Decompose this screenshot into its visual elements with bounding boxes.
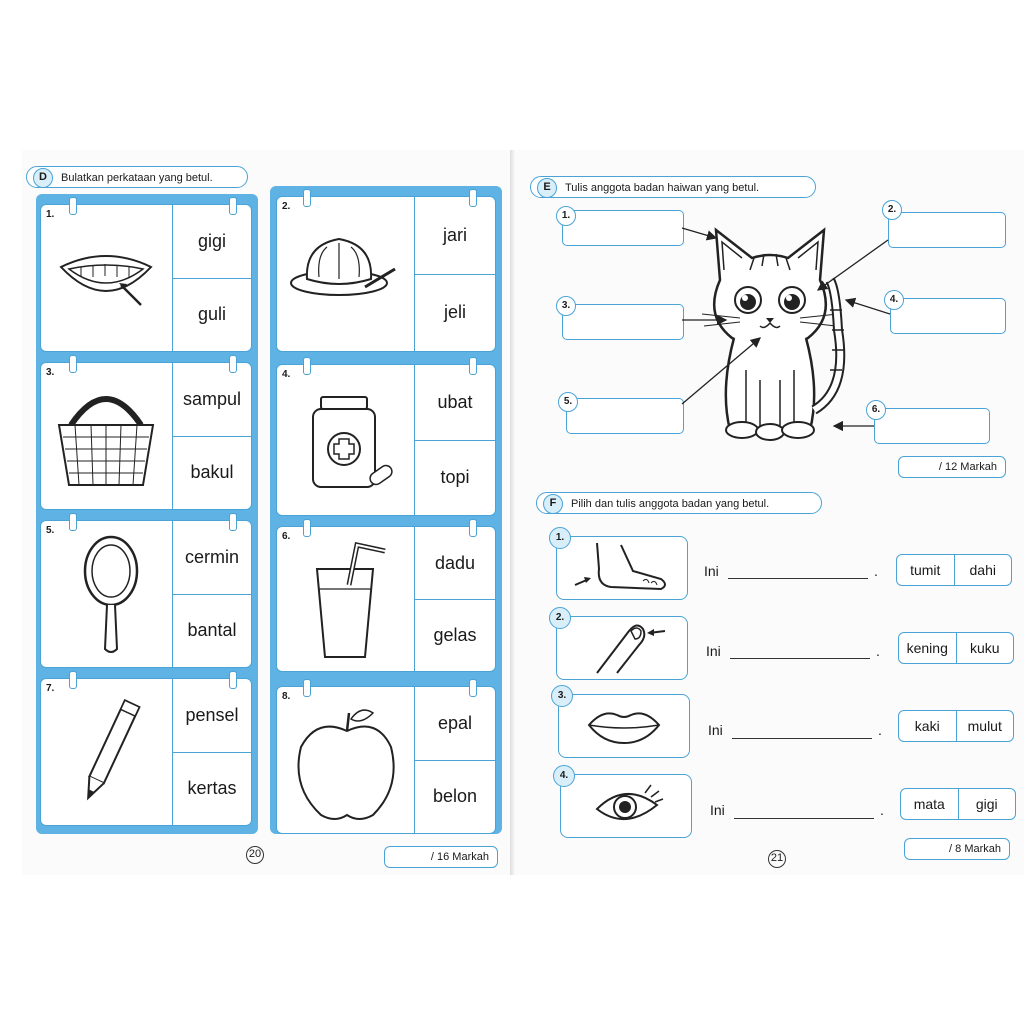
lips-icon	[559, 695, 689, 757]
section-letter: F	[543, 494, 563, 514]
section-f-instruction	[536, 492, 822, 514]
eye-icon	[561, 775, 691, 837]
word-option-1[interactable]: ubat	[414, 365, 495, 441]
word-option-2[interactable]: bantal	[172, 594, 251, 667]
page-number: 21	[768, 850, 786, 868]
page-number: 20	[246, 846, 264, 864]
word-option-2[interactable]: kertas	[172, 752, 251, 825]
word-option-1[interactable]: sampul	[172, 363, 251, 437]
item-number: 2.	[282, 201, 291, 212]
answer-line[interactable]	[732, 738, 872, 739]
choice-option[interactable]: mulut	[967, 718, 1002, 734]
choice-option[interactable]: kaki	[899, 711, 957, 741]
item-number: 1.	[46, 209, 55, 220]
answer-line[interactable]	[734, 818, 874, 819]
sentence-end: .	[876, 643, 880, 659]
ini-label: Ini	[706, 643, 721, 659]
choice-option[interactable]: gigi	[975, 796, 998, 812]
ini-label: Ini	[704, 563, 719, 579]
word-option-2[interactable]: belon	[414, 760, 495, 833]
label-1: 1.	[556, 206, 576, 226]
instruction-text: Pilih dan tulis anggota badan yang betul.	[571, 498, 770, 510]
picture-card-1	[555, 532, 688, 600]
marks-box: / 12 Markah	[898, 456, 1006, 478]
item-number: 6.	[282, 531, 291, 542]
row-number: 1.	[549, 527, 571, 549]
finger-nail-icon	[557, 617, 687, 679]
marks-box: / 8 Markah	[904, 838, 1010, 860]
choice-box	[898, 632, 1014, 664]
word-option-1[interactable]: epal	[414, 687, 495, 761]
choice-box	[896, 554, 1012, 586]
word-option-1[interactable]: cermin	[172, 521, 251, 595]
label-2: 2.	[882, 200, 902, 220]
word-option-2[interactable]: guli	[172, 278, 251, 351]
choice-option[interactable]: kening	[899, 633, 957, 663]
choice-option[interactable]: mata	[901, 789, 959, 819]
word-option-2[interactable]: gelas	[414, 599, 495, 671]
item-number: 3.	[46, 367, 55, 378]
label-6: 6.	[866, 400, 886, 420]
instruction-text: Tulis anggota badan haiwan yang betul.	[565, 182, 760, 194]
word-option-1[interactable]: dadu	[414, 527, 495, 600]
ini-label: Ini	[710, 802, 725, 818]
word-option-2[interactable]: jeli	[414, 274, 495, 351]
choice-option[interactable]: tumit	[897, 555, 955, 585]
choice-option[interactable]: kuku	[969, 640, 1000, 656]
picture-card-3	[557, 690, 690, 758]
choice-box	[900, 788, 1016, 820]
choice-option[interactable]: dahi	[969, 562, 996, 578]
word-option-1[interactable]: gigi	[172, 205, 251, 279]
marks-box: / 16 Markah	[384, 846, 498, 868]
instruction-text: Bulatkan perkataan yang betul.	[61, 172, 213, 184]
section-letter: E	[537, 178, 557, 198]
sentence-end: .	[878, 722, 882, 738]
sentence-end: .	[880, 802, 884, 818]
row-number: 2.	[549, 607, 571, 629]
answer-line[interactable]	[728, 578, 868, 579]
sentence-end: .	[874, 563, 878, 579]
word-option-2[interactable]: bakul	[172, 436, 251, 509]
word-option-2[interactable]: topi	[414, 440, 495, 515]
label-3: 3.	[556, 296, 576, 316]
foot-icon	[557, 537, 687, 599]
answer-line[interactable]	[730, 658, 870, 659]
ini-label: Ini	[708, 722, 723, 738]
item-number: 5.	[46, 525, 55, 536]
item-number: 7.	[46, 683, 55, 694]
row-number: 4.	[553, 765, 575, 787]
choice-box	[898, 710, 1014, 742]
item-number: 4.	[282, 369, 291, 380]
word-option-1[interactable]: pensel	[172, 679, 251, 753]
item-number: 8.	[282, 691, 291, 702]
row-number: 3.	[551, 685, 573, 707]
picture-card-2	[555, 612, 688, 680]
label-4: 4.	[884, 290, 904, 310]
label-5: 5.	[558, 392, 578, 412]
picture-card-4	[559, 770, 692, 838]
word-option-1[interactable]: jari	[414, 197, 495, 275]
section-letter: D	[33, 168, 53, 188]
